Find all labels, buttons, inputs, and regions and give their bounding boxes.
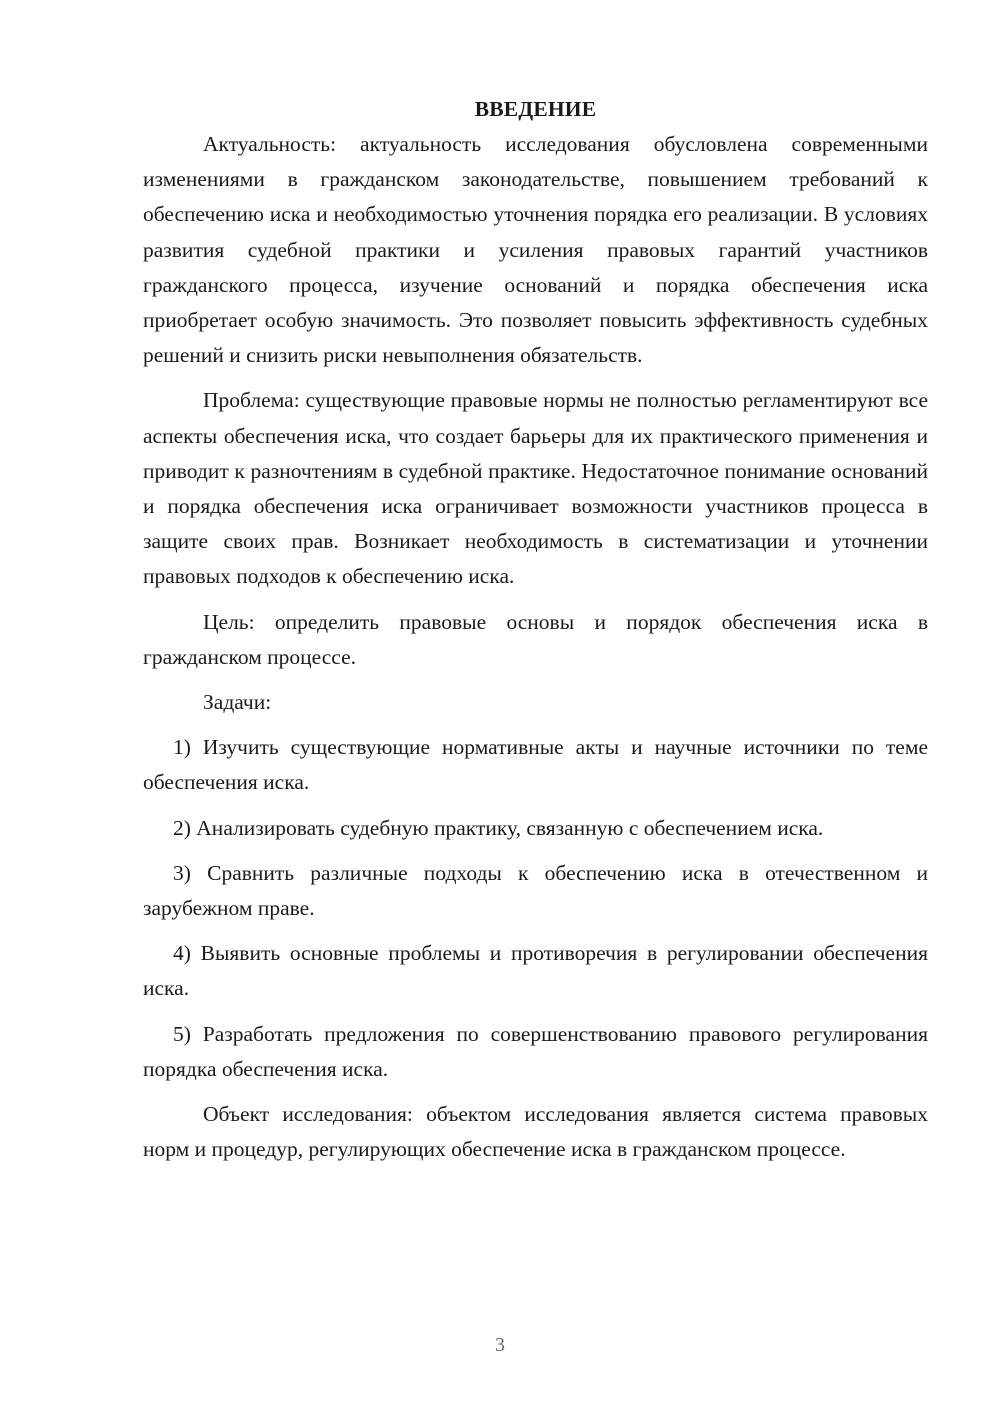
document-page bbox=[143, 92, 928, 1167]
relevance-paragraph: Актуальность: актуальность исследования обусловлена современными изменениями в гражданском законодательстве, повышением требований к обеспечению иска и необходимостью уточнения порядка его реализации. В условиях развития судебной практики и усиления правовых гарантий участников гражданского процесса, изучение оснований и порядка обеспечения иска приобретает особую значимость. Это позволяет повысить эффективность судебных решений и снизить риски невыполнения обязательств. bbox=[143, 132, 928, 368]
object-paragraph: Объект исследования: объектом исследования является система правовых норм и процедур, регулирующих обеспечение иска в гражданском процессе. bbox=[143, 1102, 928, 1162]
tasks-heading: Задачи: bbox=[203, 690, 272, 715]
task-item-5: 5) Разработать предложения по совершенствованию правового регулирования порядка обеспечения иска. bbox=[143, 1021, 928, 1081]
goal-paragraph: Цель: определить правовые основы и порядок обеспечения иска в гражданском процессе. bbox=[143, 609, 928, 669]
problem-paragraph: Проблема: существующие правовые нормы не полностью регламентируют все аспекты обеспечения иска, что создает барьеры для их практического применения и приводит к разночтениям в судебной практике. Недостаточное понимание оснований и порядка обеспечения иска ограничивает возможности участников процесса в защите своих прав. Возникает необходимость в систематизации и уточнении правовых подходов к обеспечению иска. bbox=[143, 388, 928, 589]
task-item-2: 2) Анализировать судебную практику, связанную с обеспечением иска. bbox=[173, 815, 824, 840]
task-item-4: 4) Выявить основные проблемы и противоречия в регулировании обеспечения иска. bbox=[143, 941, 928, 1001]
page-number: 3 bbox=[495, 1334, 505, 1356]
section-title: ВВЕДЕНИЕ bbox=[474, 97, 597, 121]
task-item-1: 1) Изучить существующие нормативные акты и научные источники по теме обеспечения иска. bbox=[143, 735, 928, 795]
task-item-3: 3) Сравнить различные подходы к обеспечению иска в отечественном и зарубежном праве. bbox=[143, 860, 928, 921]
